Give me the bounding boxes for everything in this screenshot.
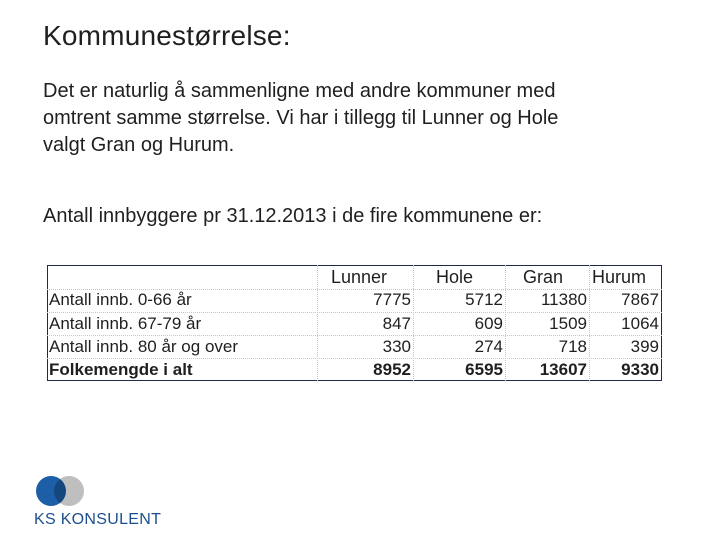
table-cell: 274	[474, 337, 503, 356]
table-intro: Antall innbyggere pr 31.12.2013 i de fire kommunene er:	[43, 205, 543, 227]
column-header-hole: Hole	[436, 267, 474, 287]
intro-paragraph	[43, 78, 683, 159]
table-cell: 11380	[540, 290, 587, 309]
grid-line	[47, 335, 662, 336]
table-cell: 330	[382, 337, 411, 356]
column-header-hurum: Hurum	[592, 267, 647, 287]
grid-line	[47, 312, 662, 313]
grid-line	[505, 265, 506, 381]
logo-text: KS KONSULENT	[34, 511, 162, 528]
table-cell-total: 6595	[465, 360, 503, 379]
ks-konsulent-logo	[34, 474, 162, 528]
table-cell-total: 8952	[373, 360, 411, 379]
column-header-lunner: Lunner	[331, 267, 388, 287]
table-cell: 399	[630, 337, 659, 356]
logo-circles-icon	[34, 474, 94, 508]
table-cell-total: 9330	[621, 360, 659, 379]
population-table	[47, 265, 662, 383]
logo-grey-circle	[54, 476, 84, 506]
row-label: Antall innb. 67-79 år	[49, 314, 202, 333]
table-cell: 1064	[621, 314, 659, 333]
table-cell: 5712	[465, 290, 503, 309]
table-cell: 718	[558, 337, 587, 356]
grid-line	[317, 265, 318, 381]
grid-line	[589, 265, 590, 381]
table-cell-total: 13607	[539, 360, 587, 379]
slide-title: Kommunestørrelse:	[43, 20, 291, 51]
table-cell: 7867	[621, 290, 659, 309]
table-cell: 847	[382, 314, 411, 333]
grid-line	[47, 358, 662, 359]
column-header-gran: Gran	[523, 267, 564, 287]
grid-line	[413, 265, 414, 381]
row-label-total: Folkemengde i alt	[49, 360, 193, 379]
row-label: Antall innb. 0-66 år	[49, 290, 192, 309]
row-label: Antall innb. 80 år og over	[49, 337, 239, 356]
table-cell: 609	[474, 314, 503, 333]
paragraph-line: omtrent samme størrelse. Vi har i tillegg til Lunner og Hole	[43, 107, 559, 129]
table-cell: 1509	[549, 314, 587, 333]
table-cell: 7775	[373, 290, 411, 309]
paragraph-line: valgt Gran og Hurum.	[43, 134, 235, 156]
paragraph-line: Det er naturlig å sammenligne med andre kommuner med	[43, 80, 556, 102]
